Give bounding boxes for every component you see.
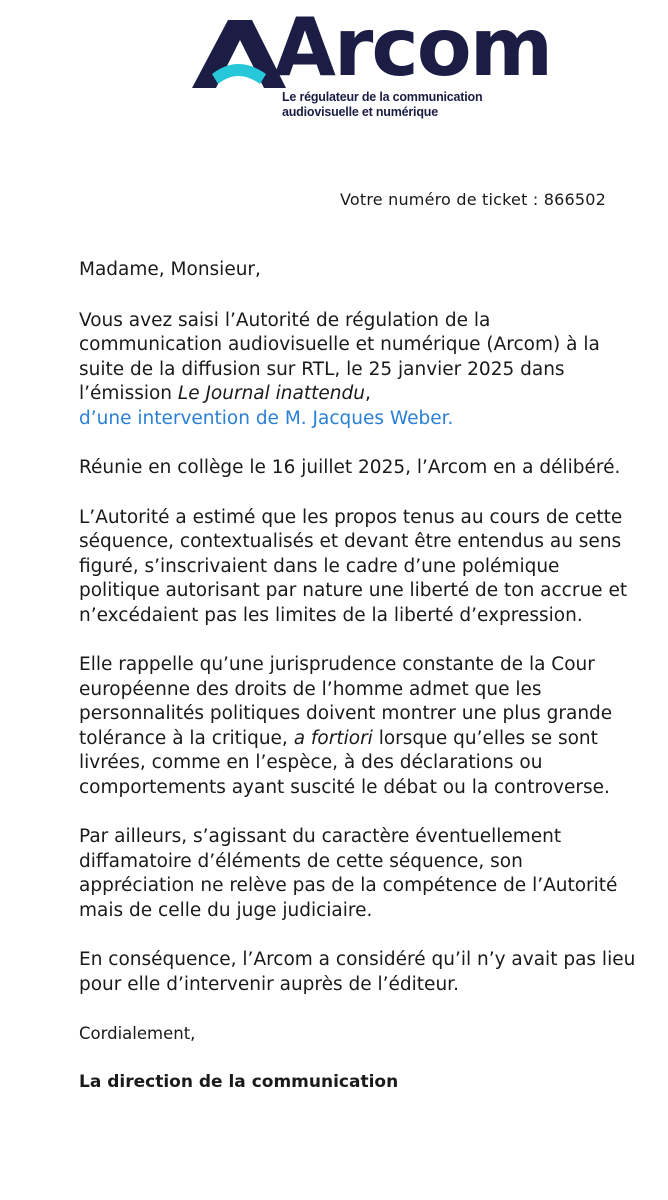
paragraph-1-comma: ,	[364, 383, 371, 404]
letter-body	[79, 258, 639, 1094]
ticket-number: Votre numéro de ticket : 866502	[340, 190, 606, 209]
logo-tagline	[282, 90, 482, 120]
paragraph-4	[79, 653, 639, 800]
paragraph-1-text: Vous avez saisi l’Autorité de régulation de la communication audiovisuelle et numérique (Arcom) à la suite de la diffusion sur RTL, le 25 janvier 2025 dans l’émission	[79, 309, 600, 404]
arcom-a-mark-icon	[188, 14, 288, 94]
paragraph-2: Réunie en collège le 16 juillet 2025, l’Arcom en a délibéré.	[79, 457, 621, 478]
closing: Cordialement,	[79, 1024, 196, 1043]
paragraph-3: L’Autorité a estimé que les propos tenus au cours de cette séquence, contextualisés et devant être entendus au sens figuré, s’inscrivaient dans le cadre d’une polémique politique autorisant par nature une liberté de ton accrue et n’excédaient pas les limites de la liberté d’expression.	[79, 506, 628, 626]
paragraph-4-text: Elle rappelle qu’une jurisprudence constante de la Cour européenne des droits de l’homme admet que les personnalités politiques doivent montrer une plus grande tolérance à la critique,	[79, 654, 613, 749]
paragraph-5: Par ailleurs, s’agissant du caractère éventuellement diffamatoire d’éléments de cette séquence, son appréciation ne relève pas de la compétence de l’Autorité mais de celle du juge judiciaire.	[79, 826, 618, 921]
paragraph-6: En conséquence, l’Arcom a considéré qu’il n’y avait pas lieu pour elle d’intervenir auprès de l’éditeur.	[79, 949, 636, 995]
greeting: Madame, Monsieur,	[79, 259, 261, 280]
signature: La direction de la communication	[79, 1071, 399, 1092]
intervention-link[interactable]: d’une intervention de M. Jacques Weber.	[79, 407, 454, 429]
paragraph-1	[79, 309, 639, 432]
paragraph-4-rest: lorsque qu’elles se sont livrées, comme en l’espèce, à des déclarations ou comportements ayant suscité le débat ou la controverse.	[79, 727, 610, 798]
tagline-line-2: audiovisuelle et numérique	[282, 105, 438, 119]
program-title: Le Journal inattendu	[177, 383, 365, 404]
logo-wordmark: Arcom	[274, 1, 552, 94]
tagline-line-1: Le régulateur de la communication	[282, 90, 483, 104]
latin-term: a fortiori	[293, 727, 373, 749]
arcom-logo	[188, 1, 552, 124]
